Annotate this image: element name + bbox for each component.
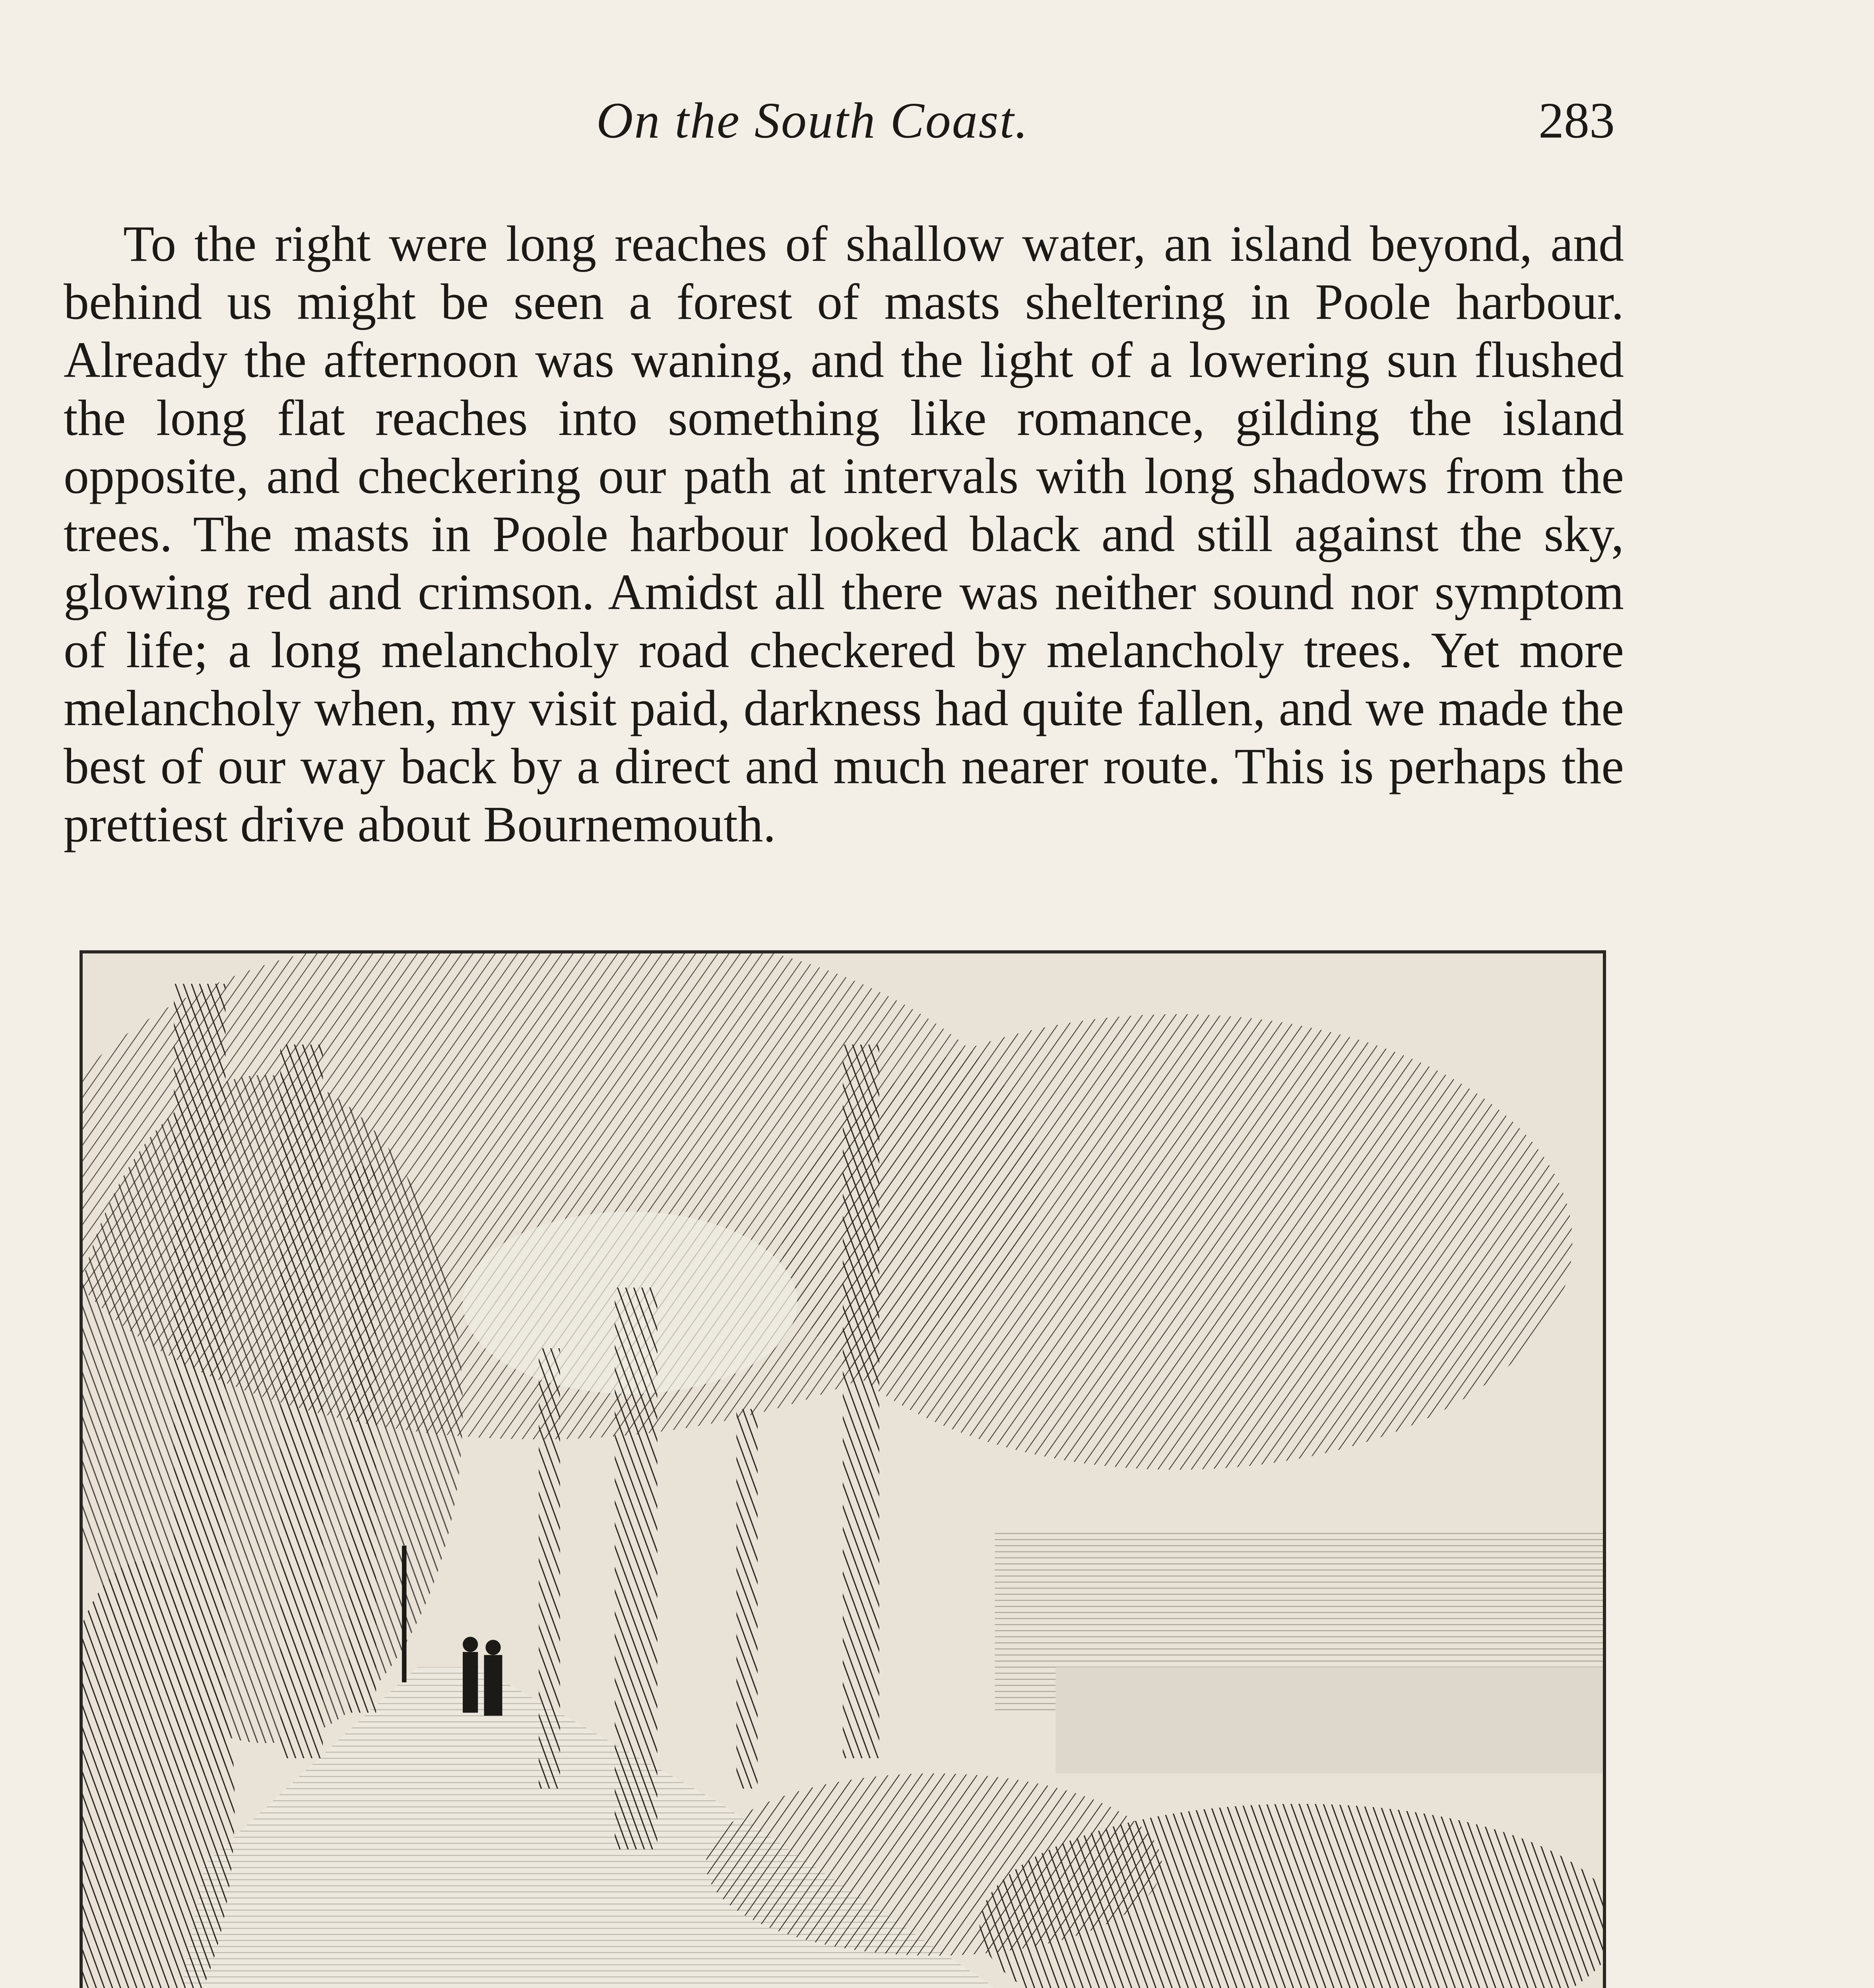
running-title: On the South Coast. — [596, 92, 1029, 149]
engraving-image — [83, 953, 1603, 1988]
engraving-illustration — [80, 950, 1606, 1988]
paragraph-text: To the right were long reaches of shallow water, an island beyond, and behind us might be seen a forest of masts sheltering in Poole harbour. Already the afternoon was waning, and the light of a lowering sun flushed the long flat reaches into something like romance, gilding the island opposite, and checkering our path at intervals with long shadows from the trees. The masts in Poole harbour looked black and still against the sky, glowing red and crimson. Amidst all there was neither sound nor symptom of life; a long melancholy road checkered by melancholy trees. Yet more melancholy when, my visit paid, darkness had quite fallen, and we made the best of our way back by a direct and much nearer route. This is perhaps the prettiest drive about Bournemouth. — [64, 215, 1624, 852]
paragraph-1 — [64, 215, 1624, 853]
running-head — [0, 91, 1874, 151]
page-number: 283 — [1538, 92, 1615, 149]
